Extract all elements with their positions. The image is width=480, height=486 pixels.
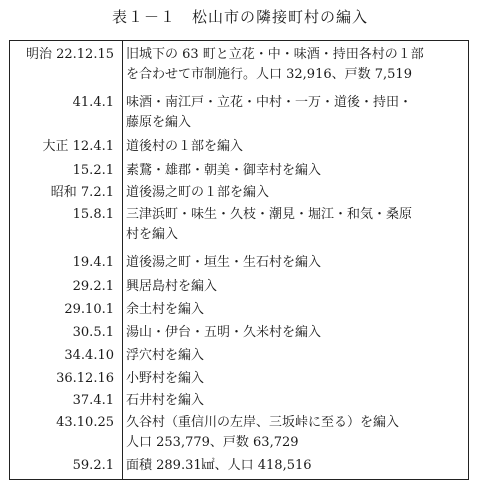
row-description — [126, 205, 464, 245]
description-line: 湯山・伊台・五明・久米村を編入 — [126, 325, 322, 340]
row-description — [126, 93, 464, 133]
column-divider — [122, 41, 123, 479]
annexation-table — [9, 40, 469, 480]
row-description — [126, 137, 464, 157]
description-line: 素鵞・雄郡・朝美・御幸村を編入 — [126, 163, 322, 178]
row-description — [126, 161, 464, 181]
row-date: 15.2.1 — [72, 163, 114, 178]
description-line: を合わせて市制施行。人口 32,916、戸数 7,519 — [126, 67, 412, 82]
row-date: 43.10.25 — [56, 415, 114, 430]
row-date: 36.12.16 — [56, 371, 114, 386]
row-date: 34.4.10 — [64, 348, 114, 363]
row-description — [126, 277, 464, 297]
description-line: 久谷村（重信川の左岸、三坂峠に至る）を編入 — [126, 415, 400, 430]
description-line: 三津浜町・味生・久枝・潮見・堀江・和気・桑原 — [126, 207, 413, 222]
row-date: 59.2.1 — [72, 458, 114, 473]
row-description — [126, 456, 464, 476]
row-date: 41.4.1 — [72, 95, 114, 110]
row-date: 昭和 7.2.1 — [50, 185, 114, 200]
row-date: 37.4.1 — [72, 393, 114, 408]
description-line: 村を編入 — [126, 227, 179, 242]
row-description — [126, 369, 464, 389]
description-line: 旧城下の 63 町と立花・中・味酒・持田各村の１部 — [126, 47, 424, 62]
row-description — [126, 253, 464, 273]
row-description — [126, 183, 464, 203]
row-description — [126, 323, 464, 343]
description-line: 面積 289.31㎢、人口 418,516 — [126, 458, 312, 473]
row-date: 19.4.1 — [72, 255, 114, 270]
table-title: 表１－１ 松山市の隣接町村の編入 — [111, 8, 368, 26]
row-date: 29.2.1 — [72, 279, 114, 294]
row-date: 大正 12.4.1 — [42, 139, 114, 154]
row-date: 15.8.1 — [72, 207, 114, 222]
row-date: 30.5.1 — [72, 325, 114, 340]
description-line: 石井村を編入 — [126, 393, 205, 408]
row-date: 明治 22.12.15 — [25, 47, 114, 62]
description-line: 人口 253,779、戸数 63,729 — [126, 435, 299, 450]
description-line: 興居島村を編入 — [126, 279, 218, 294]
description-line: 浮穴村を編入 — [126, 348, 205, 363]
description-line: 小野村を編入 — [126, 371, 205, 386]
description-line: 藤原を編入 — [126, 115, 192, 130]
row-description — [126, 346, 464, 366]
description-line: 道後村の１部を編入 — [126, 139, 244, 154]
row-description — [126, 45, 464, 85]
row-description — [126, 391, 464, 411]
description-line: 余土村を編入 — [126, 302, 205, 317]
row-description — [126, 300, 464, 320]
description-line: 道後湯之町の１部を編入 — [126, 185, 270, 200]
row-description — [126, 413, 464, 453]
row-date: 29.10.1 — [64, 302, 114, 317]
description-line: 味酒・南江戸・立花・中村・一万・道後・持田・ — [126, 95, 413, 110]
description-line: 道後湯之町・垣生・生石村を編入 — [126, 255, 322, 270]
